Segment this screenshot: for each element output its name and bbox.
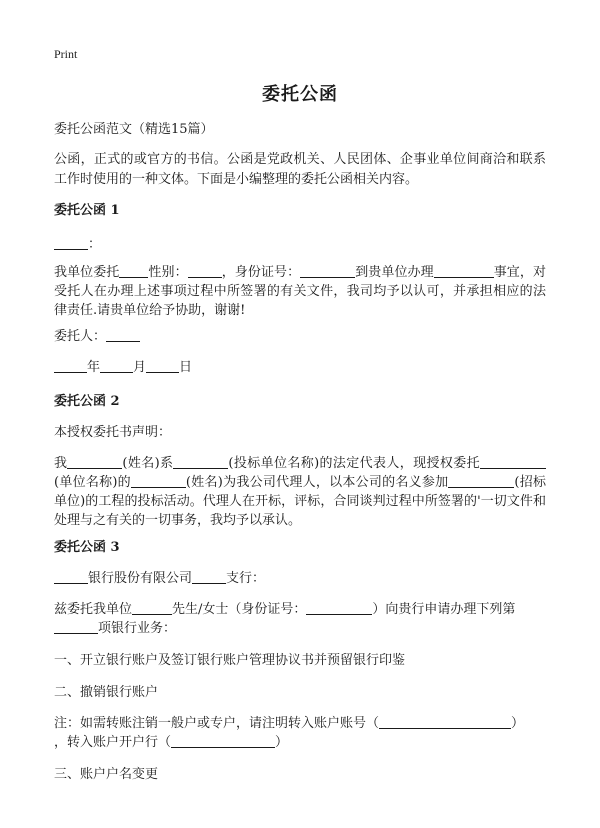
fill-blank <box>188 263 222 278</box>
branch-label: 支行： <box>226 571 266 586</box>
year-blank <box>54 358 87 373</box>
fill-blank <box>192 569 226 584</box>
section-2-body <box>54 454 546 530</box>
body-text: ） <box>511 716 525 731</box>
fill-blank <box>448 473 514 488</box>
body-text: ，身份证号： <box>221 265 301 280</box>
section-3-body <box>54 600 546 638</box>
body-text: (姓名)系 <box>122 456 174 471</box>
fill-blank <box>306 600 372 615</box>
body-text: (姓名)为我公司代理人，以本公司的名义参加 <box>185 475 449 490</box>
print-link[interactable]: Print <box>54 47 78 61</box>
fill-blank <box>119 263 148 278</box>
principal-line <box>54 327 546 346</box>
fill-blank <box>54 619 98 634</box>
body-text: (单位名称)的 <box>54 475 131 490</box>
section-1-heading: 委托公函 1 <box>54 203 120 218</box>
body-text: 我 <box>54 456 68 471</box>
document-subtitle: 委托公函范文（精选15篇） <box>54 122 214 137</box>
bank-name-label: 银行股份有限公司 <box>88 571 193 586</box>
document-title: 委托公函 <box>262 84 338 105</box>
body-text: 兹委托我单位 <box>54 602 133 617</box>
principal-label: 委托人： <box>54 329 107 344</box>
fill-blank <box>173 454 228 469</box>
fill-blank <box>434 263 494 278</box>
section-1-body <box>54 263 546 320</box>
month-blank <box>100 358 133 373</box>
item-1: 一、开立银行账户及签订银行账户管理协议书并预留银行印鉴 <box>54 653 406 668</box>
body-text: ）向贵行申请办理下列第 <box>372 602 516 617</box>
body-text: 先生/女士（身份证号： <box>172 602 307 617</box>
section-2-heading: 委托公函 2 <box>54 394 120 409</box>
body-text: 事宜，对受托人在办理上述事项过程中所签署的有关文件，我司均予以认可，并承担相应的法律责任.请贵单位给予协助，谢谢! <box>54 265 546 318</box>
body-text: 我单位委托 <box>54 265 120 280</box>
body-text: ，转入账户开户行（ <box>54 735 172 750</box>
item-2: 二、撤销银行账户 <box>54 685 159 700</box>
bank-branch-blank <box>171 733 275 748</box>
body-text: (投标单位名称)的法定代表人，现授权委托 <box>228 456 480 471</box>
fill-blank <box>132 600 172 615</box>
fill-blank <box>54 569 88 584</box>
note-paragraph <box>54 714 546 752</box>
statement-line: 本授权委托书声明： <box>54 425 172 440</box>
salutation-colon: ： <box>88 237 102 252</box>
account-number-blank <box>379 714 511 729</box>
intro-paragraph: 公函，正式的或官方的书信。公函是党政机关、人民团体、企事业单位间商洽和联系工作时使用的一种文体。下面是小编整理的委托公函相关内容。 <box>54 152 546 187</box>
body-text: 到贵单位办理 <box>355 265 434 280</box>
date-line <box>54 358 546 377</box>
section-3-heading: 委托公函 3 <box>54 540 120 555</box>
day-label: 日 <box>179 360 193 375</box>
item-3: 三、账户户名变更 <box>54 767 159 782</box>
recipient-blank <box>54 235 88 250</box>
bank-line <box>54 569 546 588</box>
fill-blank <box>131 473 186 488</box>
body-text: 项银行业务： <box>98 621 177 636</box>
day-blank <box>146 358 179 373</box>
salutation-line <box>54 235 546 254</box>
fill-blank <box>480 454 546 469</box>
fill-blank <box>67 454 122 469</box>
body-text: 注：如需转账注销一般户或专户，请注明转入账户账号（ <box>54 716 380 731</box>
month-label: 月 <box>133 360 147 375</box>
body-text: (招标单位)的工程的投标活动。代理人在开标，评标，合同谈判过程中所签署的'一切文件和处理与之有关的一切事务，我均予以承认。 <box>54 475 546 528</box>
body-text: ） <box>275 735 289 750</box>
year-label: 年 <box>87 360 101 375</box>
fill-blank <box>300 263 355 278</box>
body-text: 性别： <box>148 265 188 280</box>
fill-blank <box>106 327 140 342</box>
